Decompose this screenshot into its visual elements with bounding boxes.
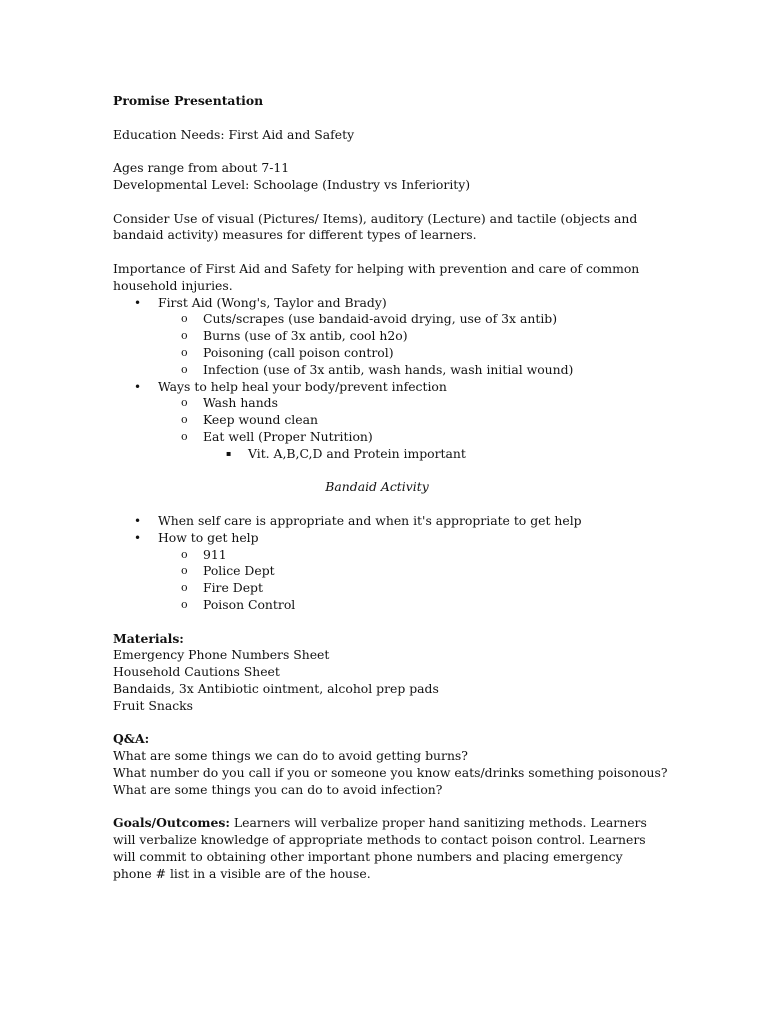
materials-item: Household Cautions Sheet <box>113 664 280 680</box>
goals-paragraph <box>113 815 658 882</box>
list-item <box>113 362 673 379</box>
list-item <box>113 547 673 564</box>
qa-question: What are some things you can do to avoid infection? <box>113 781 443 797</box>
education-needs: Education Needs: First Aid and Safety <box>113 126 355 142</box>
document-title: Promise Presentation <box>113 93 264 108</box>
list-item-label: Ways to help heal your body/prevent infection <box>158 378 447 394</box>
circle-bullet-icon: o <box>181 312 188 326</box>
circle-bullet-icon: o <box>181 345 188 359</box>
list-item-label: How to get help <box>158 529 259 545</box>
circle-bullet-icon: o <box>181 597 188 611</box>
developmental-level: Developmental Level: Schoolage (Industry vs Inferiority) <box>113 176 471 192</box>
list-item <box>113 597 673 614</box>
list-item <box>113 395 673 412</box>
list-item-label: Poison Control <box>203 596 296 612</box>
circle-bullet-icon: o <box>181 329 188 343</box>
list-item <box>113 412 673 429</box>
materials-heading: Materials: <box>113 630 184 646</box>
document-body <box>113 93 673 882</box>
bullet-icon: • <box>134 295 142 310</box>
circle-bullet-icon: o <box>181 396 188 410</box>
circle-bullet-icon: o <box>181 429 188 443</box>
list-item <box>113 513 673 530</box>
bandaid-activity-heading: Bandaid Activity <box>325 479 429 495</box>
circle-bullet-icon: o <box>181 581 188 595</box>
goals-label: Goals/Outcomes: <box>113 815 230 831</box>
list-item <box>113 563 673 580</box>
list-item <box>113 379 673 396</box>
materials-item: Emergency Phone Numbers Sheet <box>113 647 330 663</box>
bullet-icon: • <box>134 530 142 545</box>
list-item-label: Cuts/scrapes (use bandaid-avoid drying, use of 3x antib) <box>203 311 558 327</box>
qa-heading: Q&A: <box>113 731 150 747</box>
list-item <box>113 345 673 362</box>
materials-item: Bandaids, 3x Antibiotic ointment, alcohol prep pads <box>113 680 439 696</box>
list-item-label: First Aid (Wong's, Taylor and Brady) <box>158 294 387 310</box>
ages-range: Ages range from about 7-11 <box>113 160 290 176</box>
list-item <box>113 311 673 328</box>
list-item-label: Infection (use of 3x antib, wash hands, wash initial wound) <box>203 361 574 377</box>
bullet-icon: • <box>134 513 142 528</box>
list-item-label: When self care is appropriate and when it's appropriate to get help <box>158 512 582 528</box>
list-item <box>113 429 673 446</box>
list-item-label: Poisoning (call poison control) <box>203 344 394 360</box>
importance-paragraph: Importance of First Aid and Safety for helping with prevention and care of common household injuries. <box>113 260 640 293</box>
materials-item: Fruit Snacks <box>113 697 194 713</box>
circle-bullet-icon: o <box>181 547 188 561</box>
list-item <box>113 580 673 597</box>
bullet-icon: • <box>134 379 142 394</box>
list-item-label: Burns (use of 3x antib, cool h2o) <box>203 328 408 344</box>
circle-bullet-icon: o <box>181 564 188 578</box>
square-bullet-icon: ▪ <box>226 448 232 458</box>
list-item-label: 911 <box>203 546 227 562</box>
list-item-label: Eat well (Proper Nutrition) <box>203 428 373 444</box>
list-item-label: Keep wound clean <box>203 412 318 428</box>
list-item-label: Vit. A,B,C,D and Protein important <box>248 445 466 461</box>
list-item-label: Fire Dept <box>203 580 263 596</box>
list-item <box>113 530 673 547</box>
list-item <box>113 295 673 312</box>
circle-bullet-icon: o <box>181 362 188 376</box>
qa-question: What are some things we can do to avoid getting burns? <box>113 748 468 764</box>
list-item <box>113 446 673 463</box>
list-item-label: Police Dept <box>203 563 275 579</box>
circle-bullet-icon: o <box>181 413 188 427</box>
qa-question: What number do you call if you or someone you know eats/drinks something poisonous? <box>113 764 668 780</box>
list-item <box>113 328 673 345</box>
consider-paragraph: Consider Use of visual (Pictures/ Items), auditory (Lecture) and tactile (objects and bandaid activity) measures for different types of learners. <box>113 210 638 243</box>
goals-text: Learners will verbalize proper hand sanitizing methods. Learners will verbalize knowledge of appropriate methods to contact poison control. Learners will commit to obtaining other important phone numbers and placing emergency phone # list in a visible are of the house. <box>113 815 647 881</box>
list-item-label: Wash hands <box>203 395 278 411</box>
